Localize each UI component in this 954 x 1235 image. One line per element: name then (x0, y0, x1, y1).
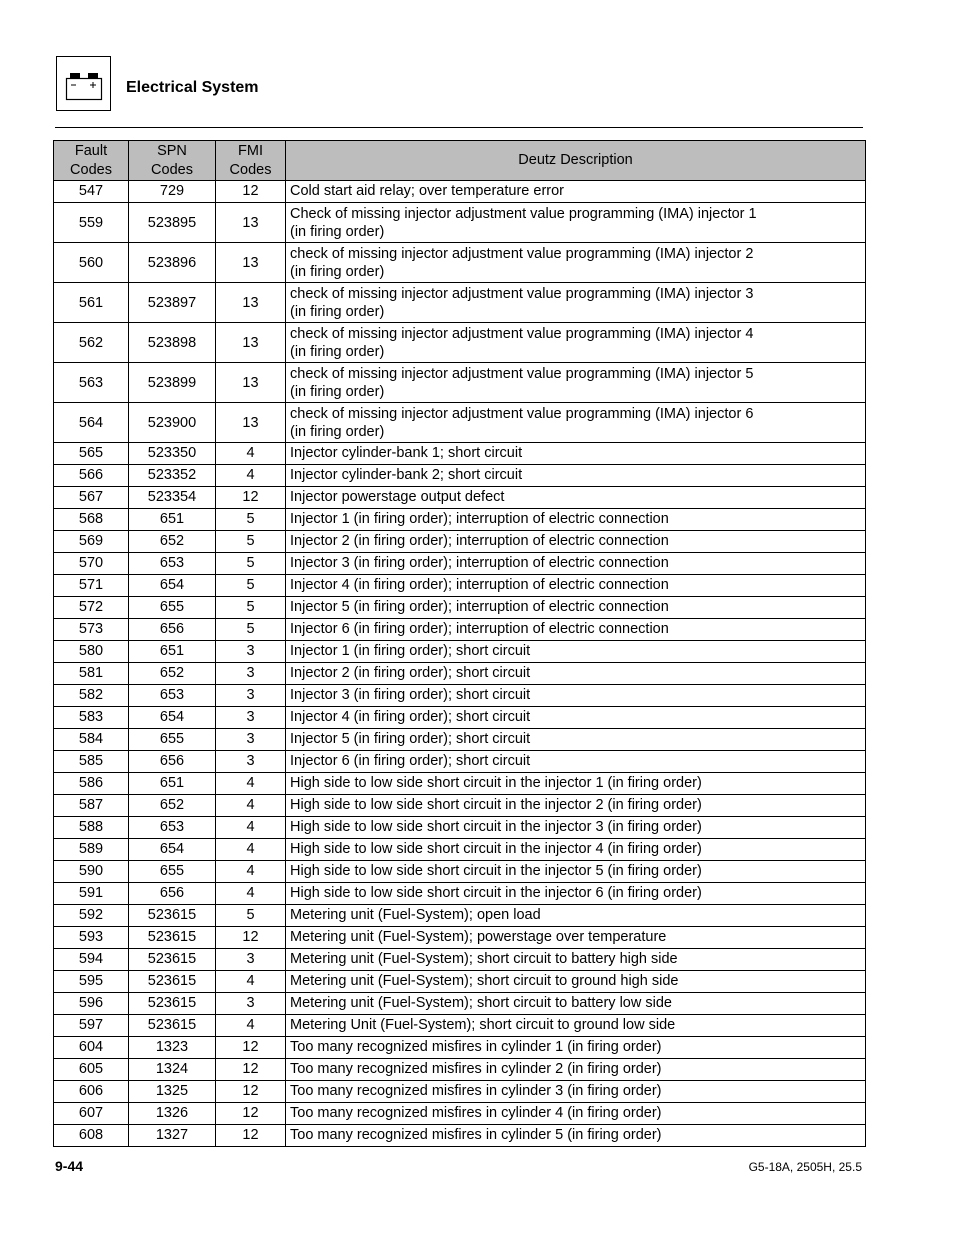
spn-code-cell: 523615 (129, 927, 216, 949)
fmi-code-cell: 5 (216, 553, 286, 575)
fault-code-cell: 605 (54, 1059, 129, 1081)
description-cell (286, 465, 866, 487)
description-line: Metering unit (Fuel-System); short circuit to ground high side (290, 973, 679, 989)
table-row (54, 685, 866, 707)
fault-code-cell: 591 (54, 883, 129, 905)
fault-code-cell: 564 (54, 403, 129, 443)
spn-code-cell: 656 (129, 883, 216, 905)
spn-code-cell: 523352 (129, 465, 216, 487)
description-line: Too many recognized misfires in cylinder 4 (in firing order) (290, 1105, 662, 1121)
description-line: (in firing order) (290, 223, 385, 240)
description-line: Injector 6 (in firing order); short circuit (290, 753, 531, 769)
table-row (54, 553, 866, 575)
description-line: Too many recognized misfires in cylinder 2 (in firing order) (290, 1061, 662, 1077)
fmi-code-cell: 4 (216, 795, 286, 817)
table-row (54, 181, 866, 203)
fault-code-cell: 560 (54, 243, 129, 283)
fault-code-cell: 587 (54, 795, 129, 817)
spn-code-cell: 523899 (129, 363, 216, 403)
fmi-code-cell: 4 (216, 817, 286, 839)
description-line: (in firing order) (290, 263, 385, 280)
table-row (54, 795, 866, 817)
fault-code-cell: 592 (54, 905, 129, 927)
spn-code-cell: 729 (129, 181, 216, 203)
fault-code-cell: 570 (54, 553, 129, 575)
spn-code-cell: 523615 (129, 971, 216, 993)
spn-code-cell: 651 (129, 509, 216, 531)
table-row (54, 729, 866, 751)
table-row (54, 883, 866, 905)
fmi-code-cell: 12 (216, 1103, 286, 1125)
table-body (54, 181, 866, 1147)
header-text-line: SPN (157, 142, 187, 159)
description-cell (286, 641, 866, 663)
description-cell (286, 751, 866, 773)
fault-code-cell: 606 (54, 1081, 129, 1103)
description-line: check of missing injector adjustment value programming (IMA) injector 4 (290, 325, 754, 342)
description-line: (in firing order) (290, 383, 385, 400)
table-row (54, 817, 866, 839)
spn-code-cell: 523897 (129, 283, 216, 323)
spn-code-cell: 523900 (129, 403, 216, 443)
header-description (286, 141, 866, 181)
table-row (54, 363, 866, 403)
spn-code-cell: 1327 (129, 1125, 216, 1147)
fault-code-cell: 565 (54, 443, 129, 465)
description-line: Injector 5 (in firing order); short circuit (290, 731, 531, 747)
description-line: Check of missing injector adjustment value programming (IMA) injector 1 (290, 205, 757, 222)
table-row (54, 905, 866, 927)
table-row (54, 203, 866, 243)
spn-code-cell: 653 (129, 553, 216, 575)
table-row (54, 993, 866, 1015)
fault-code-cell: 584 (54, 729, 129, 751)
table-row (54, 1059, 866, 1081)
description-cell (286, 181, 866, 203)
spn-code-cell: 523896 (129, 243, 216, 283)
fmi-code-cell: 5 (216, 619, 286, 641)
table-header-row (54, 141, 866, 181)
fault-code-cell: 590 (54, 861, 129, 883)
table-row (54, 1037, 866, 1059)
table-row (54, 1103, 866, 1125)
fault-code-cell: 561 (54, 283, 129, 323)
fault-code-cell: 593 (54, 927, 129, 949)
description-cell (286, 861, 866, 883)
description-line: Injector cylinder-bank 1; short circuit (290, 445, 523, 461)
fmi-code-cell: 12 (216, 181, 286, 203)
fmi-code-cell: 3 (216, 663, 286, 685)
fmi-code-cell: 4 (216, 773, 286, 795)
description-line: High side to low side short circuit in the injector 3 (in firing order) (290, 819, 702, 835)
fault-code-cell: 583 (54, 707, 129, 729)
description-line: Injector 6 (in firing order); interruption of electric connection (290, 621, 669, 637)
description-line: High side to low side short circuit in the injector 1 (in firing order) (290, 775, 702, 791)
description-line: Injector 3 (in firing order); short circuit (290, 687, 531, 703)
spn-code-cell: 1326 (129, 1103, 216, 1125)
spn-code-cell: 656 (129, 619, 216, 641)
description-line: High side to low side short circuit in the injector 4 (in firing order) (290, 841, 702, 857)
fmi-code-cell: 3 (216, 751, 286, 773)
fmi-code-cell: 5 (216, 575, 286, 597)
fmi-code-cell: 12 (216, 1037, 286, 1059)
description-line: check of missing injector adjustment value programming (IMA) injector 5 (290, 365, 754, 382)
description-line: Injector powerstage output defect (290, 489, 505, 505)
description-cell (286, 707, 866, 729)
spn-code-cell: 1325 (129, 1081, 216, 1103)
fault-code-cell: 569 (54, 531, 129, 553)
header-fault-codes (54, 141, 129, 181)
fmi-code-cell: 12 (216, 1081, 286, 1103)
description-line: High side to low side short circuit in the injector 6 (in firing order) (290, 885, 702, 901)
spn-code-cell: 523898 (129, 323, 216, 363)
header-text-line: Deutz Description (518, 152, 633, 168)
fmi-code-cell: 13 (216, 243, 286, 283)
table-row (54, 1081, 866, 1103)
description-line: Injector cylinder-bank 2; short circuit (290, 467, 523, 483)
description-cell (286, 619, 866, 641)
table-row (54, 971, 866, 993)
fmi-code-cell: 13 (216, 203, 286, 243)
fault-code-cell: 596 (54, 993, 129, 1015)
description-line: check of missing injector adjustment value programming (IMA) injector 3 (290, 285, 754, 302)
spn-code-cell: 1324 (129, 1059, 216, 1081)
description-cell (286, 729, 866, 751)
fault-code-cell: 580 (54, 641, 129, 663)
fmi-code-cell: 13 (216, 283, 286, 323)
fault-code-cell: 547 (54, 181, 129, 203)
spn-code-cell: 653 (129, 685, 216, 707)
description-cell (286, 1037, 866, 1059)
description-line: Injector 5 (in firing order); interruption of electric connection (290, 599, 669, 615)
spn-code-cell: 652 (129, 795, 216, 817)
table-row (54, 403, 866, 443)
description-line: Cold start aid relay; over temperature error (290, 183, 564, 199)
table-row (54, 243, 866, 283)
description-cell (286, 839, 866, 861)
fmi-code-cell: 4 (216, 465, 286, 487)
fault-code-cell: 562 (54, 323, 129, 363)
description-line: check of missing injector adjustment value programming (IMA) injector 6 (290, 405, 754, 422)
description-cell (286, 773, 866, 795)
fmi-code-cell: 13 (216, 323, 286, 363)
table-row (54, 927, 866, 949)
spn-code-cell: 523354 (129, 487, 216, 509)
description-cell (286, 905, 866, 927)
fault-code-cell: 559 (54, 203, 129, 243)
description-cell (286, 363, 866, 403)
description-cell (286, 443, 866, 465)
spn-code-cell: 654 (129, 839, 216, 861)
fault-code-cell: 607 (54, 1103, 129, 1125)
table-row (54, 283, 866, 323)
fmi-code-cell: 5 (216, 509, 286, 531)
description-line: (in firing order) (290, 423, 385, 440)
table-row (54, 487, 866, 509)
header-spn-codes (129, 141, 216, 181)
description-line: Injector 1 (in firing order); short circuit (290, 643, 531, 659)
table-row (54, 861, 866, 883)
header-divider (55, 127, 863, 128)
fmi-code-cell: 5 (216, 597, 286, 619)
description-line: (in firing order) (290, 343, 385, 360)
description-line: Injector 4 (in firing order); interruption of electric connection (290, 577, 669, 593)
fault-code-cell: 585 (54, 751, 129, 773)
fmi-code-cell: 5 (216, 531, 286, 553)
table-row (54, 773, 866, 795)
description-line: check of missing injector adjustment value programming (IMA) injector 2 (290, 245, 754, 262)
fault-code-cell: 571 (54, 575, 129, 597)
spn-code-cell: 654 (129, 575, 216, 597)
description-line: Metering unit (Fuel-System); short circuit to battery low side (290, 995, 672, 1011)
spn-code-cell: 655 (129, 597, 216, 619)
description-cell (286, 685, 866, 707)
description-line: High side to low side short circuit in the injector 2 (in firing order) (290, 797, 702, 813)
table-row (54, 1015, 866, 1037)
header-fmi-codes (216, 141, 286, 181)
spn-code-cell: 652 (129, 663, 216, 685)
fmi-code-cell: 5 (216, 905, 286, 927)
header-text-line: Codes (70, 161, 112, 178)
fmi-code-cell: 3 (216, 993, 286, 1015)
description-cell (286, 1081, 866, 1103)
description-cell (286, 949, 866, 971)
fault-code-cell: 608 (54, 1125, 129, 1147)
description-line: High side to low side short circuit in the injector 5 (in firing order) (290, 863, 702, 879)
description-cell (286, 575, 866, 597)
fmi-code-cell: 3 (216, 685, 286, 707)
battery-icon (57, 57, 110, 110)
fault-code-cell: 595 (54, 971, 129, 993)
description-line: Injector 2 (in firing order); short circuit (290, 665, 531, 681)
description-cell (286, 509, 866, 531)
description-cell (286, 927, 866, 949)
table-row (54, 707, 866, 729)
spn-code-cell: 655 (129, 861, 216, 883)
fmi-code-cell: 4 (216, 1015, 286, 1037)
spn-code-cell: 523615 (129, 993, 216, 1015)
fmi-code-cell: 4 (216, 861, 286, 883)
spn-code-cell: 523895 (129, 203, 216, 243)
table-row (54, 597, 866, 619)
description-cell (286, 1059, 866, 1081)
description-cell (286, 1103, 866, 1125)
description-line: Metering unit (Fuel-System); powerstage over temperature (290, 929, 667, 945)
fmi-code-cell: 12 (216, 1125, 286, 1147)
fmi-code-cell: 4 (216, 971, 286, 993)
table-row (54, 465, 866, 487)
fault-code-cell: 597 (54, 1015, 129, 1037)
description-line: Injector 1 (in firing order); interruption of electric connection (290, 511, 669, 527)
table-row (54, 641, 866, 663)
description-cell (286, 203, 866, 243)
description-line: Metering Unit (Fuel-System); short circuit to ground low side (290, 1017, 676, 1033)
fault-code-cell: 573 (54, 619, 129, 641)
fmi-code-cell: 4 (216, 839, 286, 861)
spn-code-cell: 656 (129, 751, 216, 773)
fault-code-cell: 586 (54, 773, 129, 795)
spn-code-cell: 651 (129, 641, 216, 663)
fault-code-cell: 568 (54, 509, 129, 531)
fmi-code-cell: 4 (216, 443, 286, 465)
description-line: (in firing order) (290, 303, 385, 320)
spn-code-cell: 523615 (129, 905, 216, 927)
table-row (54, 619, 866, 641)
spn-code-cell: 655 (129, 729, 216, 751)
spn-code-cell: 523615 (129, 949, 216, 971)
header-text-line: Codes (151, 161, 193, 178)
description-line: Too many recognized misfires in cylinder 5 (in firing order) (290, 1127, 662, 1143)
header-text-line: Codes (229, 161, 272, 178)
description-cell (286, 597, 866, 619)
table-row (54, 663, 866, 685)
fmi-code-cell: 4 (216, 883, 286, 905)
fmi-code-cell: 3 (216, 707, 286, 729)
spn-code-cell: 1323 (129, 1037, 216, 1059)
fault-code-cell: 572 (54, 597, 129, 619)
spn-code-cell: 523615 (129, 1015, 216, 1037)
description-cell (286, 323, 866, 363)
fault-code-cell: 582 (54, 685, 129, 707)
table-row (54, 839, 866, 861)
fault-code-cell: 581 (54, 663, 129, 685)
fault-code-cell: 588 (54, 817, 129, 839)
description-cell (286, 663, 866, 685)
fault-code-table (53, 140, 866, 1147)
fmi-code-cell: 12 (216, 927, 286, 949)
description-line: Metering unit (Fuel-System); short circuit to battery high side (290, 951, 678, 967)
description-cell (286, 1015, 866, 1037)
table-row (54, 751, 866, 773)
header-text-line: Fault (74, 142, 108, 159)
description-line: Injector 2 (in firing order); interruption of electric connection (290, 533, 669, 549)
fault-code-cell: 589 (54, 839, 129, 861)
fault-code-cell: 604 (54, 1037, 129, 1059)
description-line: Too many recognized misfires in cylinder 1 (in firing order) (290, 1039, 662, 1055)
table-row (54, 323, 866, 363)
section-title: Electrical System (126, 79, 259, 96)
fmi-code-cell: 13 (216, 403, 286, 443)
description-cell (286, 531, 866, 553)
description-line: Injector 4 (in firing order); short circuit (290, 709, 531, 725)
table-row (54, 443, 866, 465)
description-cell (286, 283, 866, 323)
fmi-code-cell: 3 (216, 949, 286, 971)
description-cell (286, 1125, 866, 1147)
fmi-code-cell: 3 (216, 729, 286, 751)
table-row (54, 1125, 866, 1147)
section-icon-box (56, 56, 111, 111)
fault-code-cell: 566 (54, 465, 129, 487)
page-number: 9-44 (55, 1158, 84, 1174)
fmi-code-cell: 12 (216, 487, 286, 509)
description-cell (286, 243, 866, 283)
description-cell (286, 817, 866, 839)
document-reference: G5-18A, 2505H, 25.5 (748, 1160, 862, 1174)
fmi-code-cell: 13 (216, 363, 286, 403)
description-cell (286, 403, 866, 443)
fault-code-cell: 563 (54, 363, 129, 403)
spn-code-cell: 651 (129, 773, 216, 795)
description-line: Injector 3 (in firing order); interruption of electric connection (290, 555, 669, 571)
description-cell (286, 553, 866, 575)
description-line: Metering unit (Fuel-System); open load (290, 907, 541, 923)
spn-code-cell: 654 (129, 707, 216, 729)
header-text-line: FMI (238, 142, 263, 159)
description-cell (286, 993, 866, 1015)
fault-code-cell: 567 (54, 487, 129, 509)
fmi-code-cell: 3 (216, 641, 286, 663)
table-row (54, 531, 866, 553)
spn-code-cell: 653 (129, 817, 216, 839)
fault-code-cell: 594 (54, 949, 129, 971)
description-cell (286, 795, 866, 817)
spn-code-cell: 523350 (129, 443, 216, 465)
description-cell (286, 487, 866, 509)
fmi-code-cell: 12 (216, 1059, 286, 1081)
spn-code-cell: 652 (129, 531, 216, 553)
description-cell (286, 883, 866, 905)
table-row (54, 949, 866, 971)
description-cell (286, 971, 866, 993)
table-row (54, 509, 866, 531)
description-line: Too many recognized misfires in cylinder 3 (in firing order) (290, 1083, 662, 1099)
table-row (54, 575, 866, 597)
